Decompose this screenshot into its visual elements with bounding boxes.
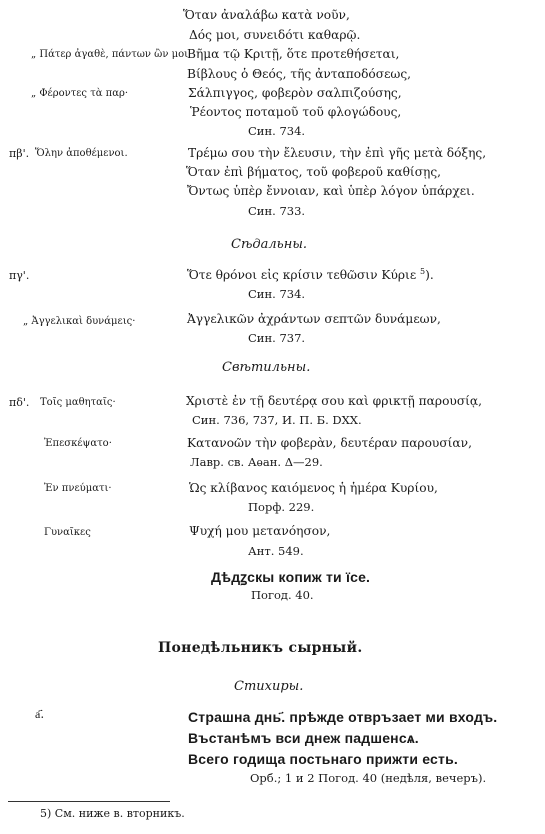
incipit-label: Γυναῖκες xyxy=(44,527,91,538)
footnote-marker: 5) xyxy=(40,807,52,820)
manuscript-source: Погод. 40. xyxy=(251,588,314,602)
item-number: πβ'. xyxy=(9,147,30,160)
manuscript-source: Син. 734. xyxy=(248,287,306,301)
footnote xyxy=(40,808,185,819)
manuscript-source: Лавр. св. Аѳан. Δ—29. xyxy=(190,455,323,469)
manuscript-source: Син. 736, 737, И. П. Б. DXX. xyxy=(192,413,362,427)
greek-line: Σάλπιγγος, φοβερὸν σαλπιζούσης, xyxy=(188,86,402,100)
incipit-label: „ Ἀγγελικαὶ δυνάμεις· xyxy=(23,316,136,327)
section-title: Понедѣльникъ сырный. xyxy=(158,640,363,656)
greek-line xyxy=(187,268,434,281)
incipit-label: Ὅλην ἀποθέμενοι. xyxy=(35,148,128,159)
incipit-label: Ἐπεσκέψατο· xyxy=(44,438,112,449)
greek-line: Βῆμα τῷ Κριτῇ, ὅτε προτεθήσεται, xyxy=(187,47,400,61)
greek-line: Ὅταν ἀναλάβω κατὰ νοῦν, xyxy=(183,8,350,22)
slavonic-line: Въстанѣмъ вси днеж падшенсѧ. xyxy=(188,730,419,746)
greek-line: Ὅταν ἐπὶ βήματος, τοῦ φοβεροῦ καθίσῃς, xyxy=(186,165,442,179)
section-heading: Стихиры. xyxy=(234,679,304,694)
greek-line: Ὡς κλίβανος καιόμενος ἡ ἡμέρα Κυρίου, xyxy=(189,481,438,495)
slavonic-incipit: Дѣдꙁскы копиж ти їсе. xyxy=(211,569,371,585)
footnote-ref: 5 xyxy=(420,267,426,276)
incipit-label: „ Πάτερ ἀγαθὲ, πάντων ὢν μοι· xyxy=(31,49,192,60)
incipit-label: Τοῖς μαθηταῖς· xyxy=(40,397,116,408)
item-number: πγ'. xyxy=(9,269,30,282)
greek-line: Χριστὲ ἐν τῇ δευτέρᾳ σου καὶ φρικτῇ παρουσίᾳ, xyxy=(186,394,483,408)
footnote-rule xyxy=(8,801,170,802)
greek-line: Κατανοῶν τὴν φοβερὰν, δευτέραν παρουσίαν, xyxy=(187,436,472,450)
footnote-text: См. ниже в. вторникъ. xyxy=(54,807,185,820)
incipit-label: „ Φέροντες τὰ παρ· xyxy=(31,88,129,99)
greek-line: Ἀγγελικῶν ἀχράντων σεπτῶν δυνάμεων, xyxy=(187,312,441,326)
manuscript-source: Син. 734. xyxy=(248,124,306,138)
manuscript-source: Син. 737. xyxy=(248,331,306,345)
manuscript-source: Орб.; 1 и 2 Погод. 40 (недѣля, вечеръ). xyxy=(250,771,487,785)
greek-text: Ὅτε θρόνοι εἰς κρίσιν τεθῶσιν Κύριε xyxy=(187,268,417,283)
greek-line: Ψυχή μου μετανόησον, xyxy=(189,524,331,538)
greek-line: Ῥέοντος ποταμοῦ τοῦ φλογώδους, xyxy=(190,105,402,119)
greek-line: Δός μοι, συνειδότι καθαρῷ. xyxy=(189,28,361,42)
greek-line: Τρέμω σου τὴν ἔλευσιν, τὴν ἐπὶ γῆς μετὰ δόξης, xyxy=(188,146,487,160)
section-heading: Свѣтильны. xyxy=(222,360,311,375)
manuscript-source: Порф. 229. xyxy=(248,500,315,514)
greek-line: Ὄντως ὑπὲρ ἔννοιαν, καὶ ὑπὲρ λόγον ὑπάρχει. xyxy=(187,184,475,198)
manuscript-source: Ант. 549. xyxy=(248,544,304,558)
item-number: а҃. xyxy=(35,707,45,721)
greek-line: Βίβλους ὁ Θεός, τῆς ἀνταποδόσεως, xyxy=(187,67,412,81)
section-heading: Сѣдальны. xyxy=(231,237,308,252)
item-number: πδ'. xyxy=(9,396,30,409)
slavonic-line: Страшна днь҃. прѣжде отвръзает ми входъ. xyxy=(188,709,498,725)
manuscript-source: Син. 733. xyxy=(248,204,306,218)
greek-text-end: ). xyxy=(425,268,434,283)
slavonic-line: Всего годища постьнаго прижти есть. xyxy=(188,751,458,767)
incipit-label: Ἐν πνεύματι· xyxy=(44,483,112,494)
